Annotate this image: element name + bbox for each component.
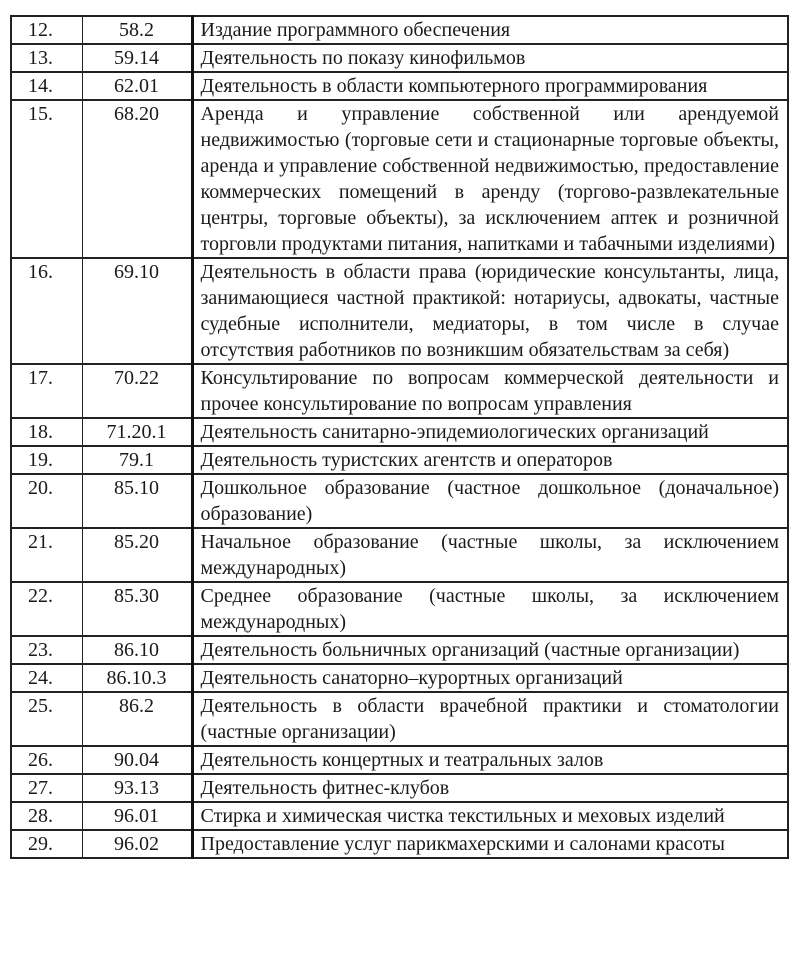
activity-codes-table	[10, 15, 789, 859]
activity-code: 90.04	[82, 746, 192, 774]
row-number: 16.	[11, 258, 82, 364]
activity-code: 68.20	[82, 100, 192, 258]
row-number: 20.	[11, 474, 82, 528]
table-row	[11, 528, 788, 582]
table-body	[11, 16, 788, 858]
activity-code: 79.1	[82, 446, 192, 474]
table-row	[11, 418, 788, 446]
row-number: 13.	[11, 44, 82, 72]
row-number: 18.	[11, 418, 82, 446]
activity-code: 96.02	[82, 830, 192, 858]
row-number: 25.	[11, 692, 82, 746]
table-row	[11, 664, 788, 692]
activity-description: Деятельность санаторно–курортных организаций	[192, 664, 788, 692]
table-row	[11, 16, 788, 44]
table-row	[11, 72, 788, 100]
activity-description: Деятельность в области компьютерного программирования	[192, 72, 788, 100]
activity-description: Начальное образование (частные школы, за исключением международных)	[192, 528, 788, 582]
activity-code: 86.10	[82, 636, 192, 664]
activity-description: Деятельность в области права (юридические консультанты, лица, занимающиеся частной практикой: нотариусы, адвокаты, частные судебные исполнители, медиаторы, в том числе в случае отсутствия работников по возникшим обязательствам за себя)	[192, 258, 788, 364]
activity-code: 86.2	[82, 692, 192, 746]
activity-description: Деятельность туристских агентств и операторов	[192, 446, 788, 474]
row-number: 19.	[11, 446, 82, 474]
activity-code: 93.13	[82, 774, 192, 802]
activity-description: Издание программного обеспечения	[192, 16, 788, 44]
activity-description: Деятельность в области врачебной практики и стоматологии (частные организации)	[192, 692, 788, 746]
row-number: 28.	[11, 802, 82, 830]
row-number: 21.	[11, 528, 82, 582]
row-number: 22.	[11, 582, 82, 636]
table-row	[11, 802, 788, 830]
activity-description: Деятельность фитнес-клубов	[192, 774, 788, 802]
activity-code: 86.10.3	[82, 664, 192, 692]
activity-code: 69.10	[82, 258, 192, 364]
activity-description: Деятельность по показу кинофильмов	[192, 44, 788, 72]
row-number: 26.	[11, 746, 82, 774]
activity-code: 59.14	[82, 44, 192, 72]
table-row	[11, 44, 788, 72]
table-row	[11, 636, 788, 664]
activity-code: 70.22	[82, 364, 192, 418]
table-row	[11, 692, 788, 746]
row-number: 12.	[11, 16, 82, 44]
activity-code: 96.01	[82, 802, 192, 830]
row-number: 27.	[11, 774, 82, 802]
row-number: 23.	[11, 636, 82, 664]
table-row	[11, 446, 788, 474]
activity-description: Консультирование по вопросам коммерческой деятельности и прочее консультирование по вопросам управления	[192, 364, 788, 418]
table-row	[11, 830, 788, 858]
activity-code: 85.30	[82, 582, 192, 636]
activity-code: 58.2	[82, 16, 192, 44]
table-row	[11, 258, 788, 364]
table-row	[11, 100, 788, 258]
activity-description: Предоставление услуг парикмахерскими и салонами красоты	[192, 830, 788, 858]
row-number: 15.	[11, 100, 82, 258]
row-number: 14.	[11, 72, 82, 100]
activity-description: Деятельность концертных и театральных залов	[192, 746, 788, 774]
table-row	[11, 746, 788, 774]
activity-description: Среднее образование (частные школы, за исключением международных)	[192, 582, 788, 636]
row-number: 24.	[11, 664, 82, 692]
row-number: 17.	[11, 364, 82, 418]
activity-description: Аренда и управление собственной или арендуемой недвижимостью (торговые сети и стационарные торговые объекты, аренда и управление собственной недвижимостью, предоставление коммерческих помещений в аренду (торгово-развлекательные центры, торговые объекты), за исключением аптек и розничной торговли продуктами питания, напитками и табачными изделиями)	[192, 100, 788, 258]
activity-description: Дошкольное образование (частное дошкольное (доначальное) образование)	[192, 474, 788, 528]
activity-code: 85.20	[82, 528, 192, 582]
table-row	[11, 474, 788, 528]
activity-code: 62.01	[82, 72, 192, 100]
row-number: 29.	[11, 830, 82, 858]
activity-description: Стирка и химическая чистка текстильных и меховых изделий	[192, 802, 788, 830]
activity-code: 85.10	[82, 474, 192, 528]
activity-description: Деятельность больничных организаций (частные организации)	[192, 636, 788, 664]
table-row	[11, 364, 788, 418]
table-row	[11, 582, 788, 636]
activity-code: 71.20.1	[82, 418, 192, 446]
activity-description: Деятельность санитарно-эпидемиологических организаций	[192, 418, 788, 446]
table-row	[11, 774, 788, 802]
